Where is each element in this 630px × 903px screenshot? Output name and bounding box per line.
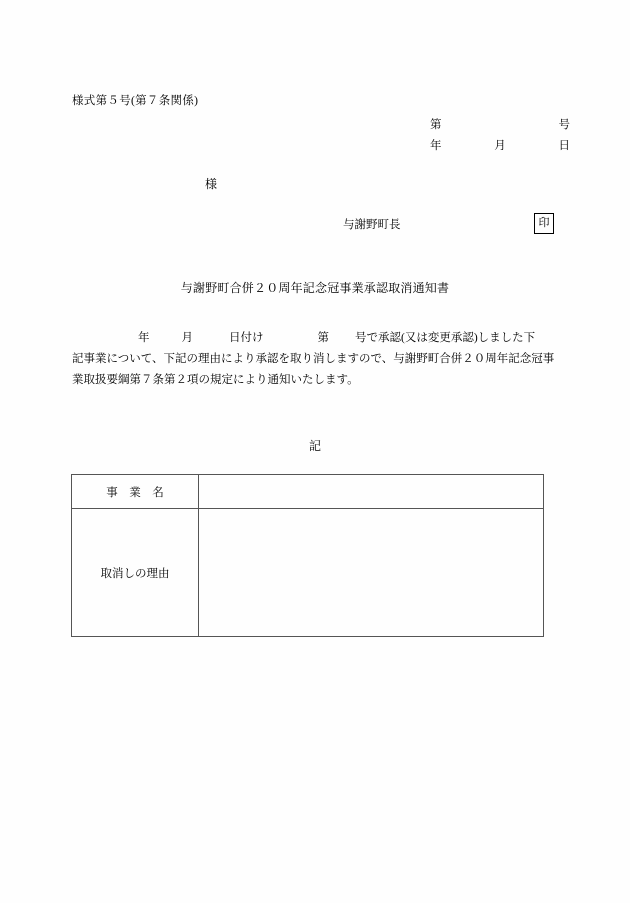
document-number-prefix: 第 [430,119,442,131]
body-no-suffix: 号で承認(又は変更承認)しました下 [355,332,536,344]
body-month: 月 [181,332,193,344]
table-row [72,475,544,509]
detail-table [71,474,544,637]
cancellation-reason-value[interactable] [199,509,544,637]
table-row [72,509,544,637]
seal-box: 印 [534,213,554,234]
project-name-value[interactable] [199,475,544,509]
document-date-day: 日 [558,140,570,152]
form-id-label: 様式第５号(第７条関係) [72,95,199,107]
addressee-honorific: 様 [205,177,218,191]
issuer-name: 与謝野町長 [343,219,401,231]
page-title: 与謝野町合併２０周年記念冠事業承認取消通知書 [180,281,450,295]
document-date-month: 月 [494,140,506,152]
document-date-year: 年 [430,140,442,152]
document-number-suffix: 号 [558,119,570,131]
body-remaining-text: 記事業について、下記の理由により承認を取り消しますので、与謝野町合併２０周年記念冠事業取扱要綱第７条第２項の規定により通知いたします。 [72,353,555,386]
ki-heading: 記 [308,439,321,453]
body-no-prefix: 第 [317,332,329,344]
document-date-row [430,137,570,153]
project-name-label: 事 業 名 [72,475,199,509]
body-text [72,328,558,391]
cancellation-reason-label: 取消しの理由 [72,509,199,637]
document-number-row [430,116,570,132]
body-year: 年 [138,332,150,344]
body-dayduke: 日付け [229,332,264,344]
